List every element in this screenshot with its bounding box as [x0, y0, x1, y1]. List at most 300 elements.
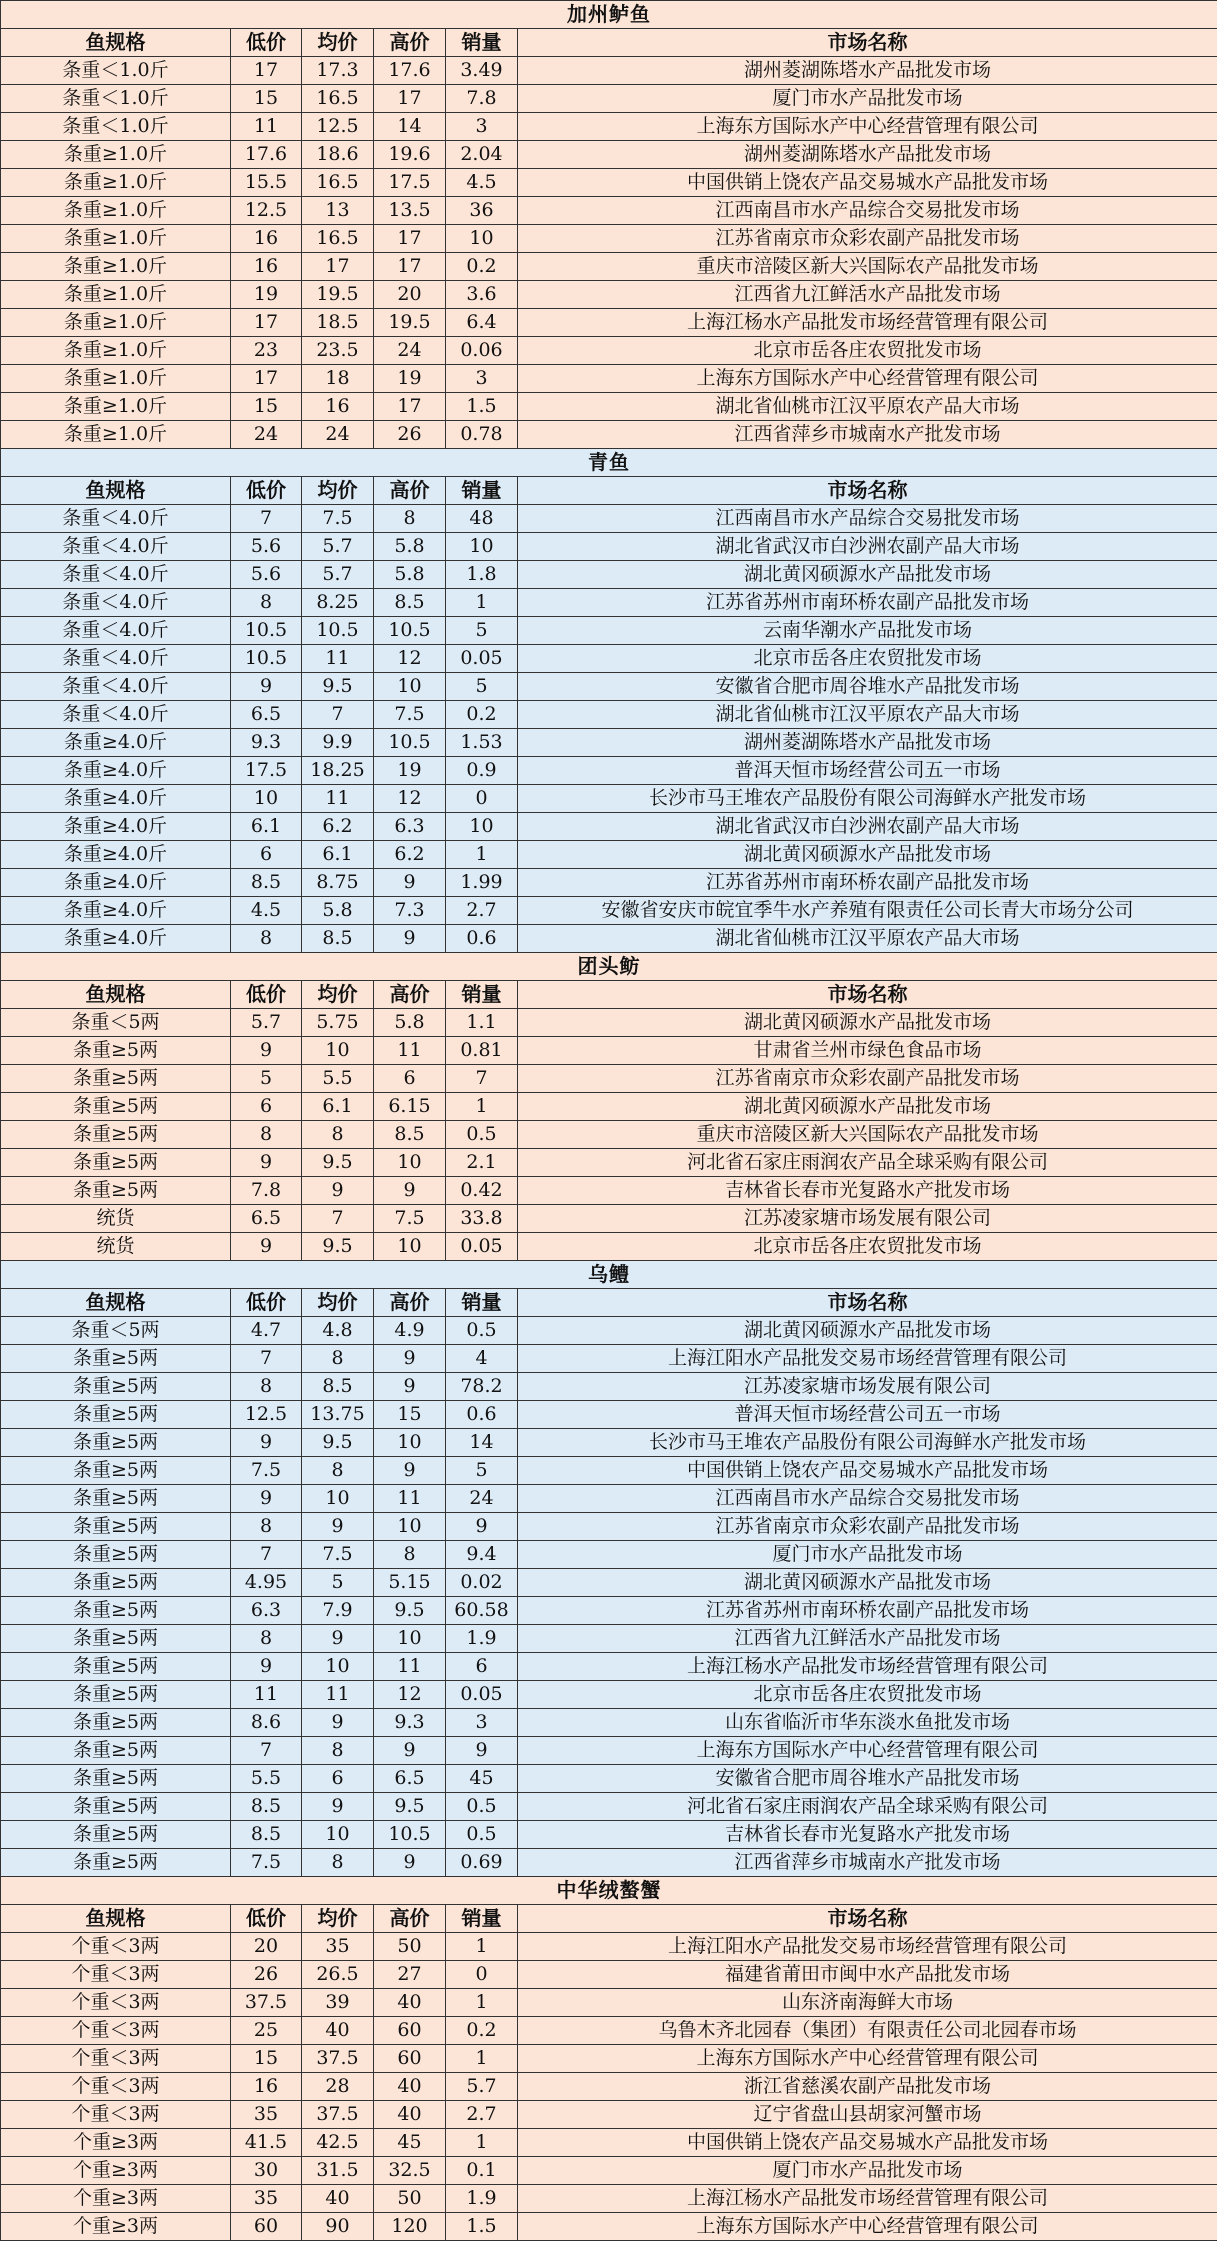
cell-spec: 条重≥5两: [1, 1373, 231, 1401]
cell-high-price: 12: [374, 645, 446, 673]
header-spec: 鱼规格: [1, 477, 231, 505]
cell-avg-price: 8: [302, 1345, 374, 1373]
cell-spec: 个重≥3两: [1, 2213, 231, 2241]
cell-avg-price: 19.5: [302, 281, 374, 309]
cell-volume: 14: [446, 1429, 518, 1457]
cell-avg-price: 7.5: [302, 505, 374, 533]
table-row: [1, 925, 1217, 953]
table-row: [1, 309, 1217, 337]
cell-high-price: 9.5: [374, 1793, 446, 1821]
cell-spec: 个重＜3两: [1, 2017, 231, 2045]
cell-spec: 条重≥4.0斤: [1, 869, 231, 897]
cell-avg-price: 8: [302, 1849, 374, 1877]
cell-low-price: 19: [231, 281, 302, 309]
cell-spec: 条重≥5两: [1, 1457, 231, 1485]
cell-market-name: 厦门市水产品批发市场: [518, 85, 1217, 113]
cell-volume: 0.05: [446, 645, 518, 673]
cell-spec: 条重＜4.0斤: [1, 673, 231, 701]
cell-market-name: 湖北省仙桃市江汉平原农产品大市场: [518, 393, 1217, 421]
table-row: [1, 1513, 1217, 1541]
cell-high-price: 32.5: [374, 2157, 446, 2185]
cell-volume: 24: [446, 1485, 518, 1513]
header-avg-price: 均价: [302, 1905, 374, 1933]
cell-avg-price: 11: [302, 1681, 374, 1709]
section-title: 加州鲈鱼: [1, 1, 1217, 29]
table-row: [1, 1485, 1217, 1513]
cell-market-name: 乌鲁木齐北园春（集团）有限责任公司北园春市场: [518, 2017, 1217, 2045]
cell-avg-price: 8: [302, 1457, 374, 1485]
cell-high-price: 12: [374, 785, 446, 813]
cell-spec: 条重≥4.0斤: [1, 785, 231, 813]
cell-volume: 9.4: [446, 1541, 518, 1569]
cell-market-name: 江苏省南京市众彩农副产品批发市场: [518, 225, 1217, 253]
cell-spec: 个重＜3两: [1, 1961, 231, 1989]
table-row: [1, 813, 1217, 841]
table-row: [1, 225, 1217, 253]
cell-market-name: 江苏省苏州市南环桥农副产品批发市场: [518, 869, 1217, 897]
cell-high-price: 6: [374, 1065, 446, 1093]
cell-volume: 1: [446, 589, 518, 617]
cell-market-name: 上海东方国际水产中心经营管理有限公司: [518, 1737, 1217, 1765]
table-row: [1, 757, 1217, 785]
cell-avg-price: 6.1: [302, 1093, 374, 1121]
cell-spec: 条重≥5两: [1, 1793, 231, 1821]
cell-avg-price: 17: [302, 253, 374, 281]
cell-spec: 个重＜3两: [1, 2045, 231, 2073]
cell-low-price: 5: [231, 1065, 302, 1093]
cell-market-name: 北京市岳各庄农贸批发市场: [518, 337, 1217, 365]
cell-avg-price: 9: [302, 1709, 374, 1737]
table-row: [1, 1989, 1217, 2017]
cell-volume: 1.5: [446, 2213, 518, 2241]
column-header-row: [1, 477, 1217, 505]
cell-low-price: 23: [231, 337, 302, 365]
cell-high-price: 11: [374, 1653, 446, 1681]
cell-volume: 0.2: [446, 2017, 518, 2045]
cell-spec: 个重＜3两: [1, 1933, 231, 1961]
cell-spec: 条重≥5两: [1, 1625, 231, 1653]
cell-volume: 1.1: [446, 1009, 518, 1037]
cell-low-price: 5.6: [231, 533, 302, 561]
header-high-price: 高价: [374, 981, 446, 1009]
cell-avg-price: 9.5: [302, 1149, 374, 1177]
cell-low-price: 35: [231, 2101, 302, 2129]
cell-avg-price: 16.5: [302, 85, 374, 113]
table-row: [1, 1681, 1217, 1709]
cell-market-name: 河北省石家庄雨润农产品全球采购有限公司: [518, 1793, 1217, 1821]
table-row: [1, 2157, 1217, 2185]
cell-avg-price: 13: [302, 197, 374, 225]
cell-volume: 10: [446, 813, 518, 841]
cell-spec: 个重≥3两: [1, 2185, 231, 2213]
cell-spec: 统货: [1, 1233, 231, 1261]
cell-market-name: 吉林省长春市光复路水产批发市场: [518, 1177, 1217, 1205]
cell-spec: 条重＜4.0斤: [1, 589, 231, 617]
cell-volume: 10: [446, 533, 518, 561]
cell-low-price: 8: [231, 1373, 302, 1401]
cell-volume: 2.7: [446, 897, 518, 925]
cell-high-price: 50: [374, 2185, 446, 2213]
header-low-price: 低价: [231, 981, 302, 1009]
cell-avg-price: 17.3: [302, 57, 374, 85]
cell-spec: 个重＜3两: [1, 2073, 231, 2101]
table-row: [1, 281, 1217, 309]
cell-market-name: 江苏省苏州市南环桥农副产品批发市场: [518, 589, 1217, 617]
cell-high-price: 5.8: [374, 1009, 446, 1037]
cell-low-price: 8: [231, 1513, 302, 1541]
cell-avg-price: 9: [302, 1625, 374, 1653]
cell-spec: 条重≥5两: [1, 1569, 231, 1597]
cell-low-price: 9: [231, 673, 302, 701]
cell-avg-price: 10.5: [302, 617, 374, 645]
cell-avg-price: 31.5: [302, 2157, 374, 2185]
cell-low-price: 16: [231, 225, 302, 253]
table-row: [1, 505, 1217, 533]
cell-high-price: 10.5: [374, 1821, 446, 1849]
cell-spec: 条重≥5两: [1, 1597, 231, 1625]
cell-avg-price: 35: [302, 1933, 374, 1961]
cell-volume: 0.6: [446, 925, 518, 953]
cell-avg-price: 5.7: [302, 533, 374, 561]
table-row: [1, 1233, 1217, 1261]
cell-high-price: 9: [374, 1373, 446, 1401]
cell-low-price: 7: [231, 1345, 302, 1373]
cell-market-name: 江西南昌市水产品综合交易批发市场: [518, 505, 1217, 533]
table-row: [1, 2073, 1217, 2101]
cell-low-price: 8: [231, 925, 302, 953]
cell-volume: 5: [446, 673, 518, 701]
table-row: [1, 1541, 1217, 1569]
cell-volume: 0.05: [446, 1681, 518, 1709]
table-row: [1, 2185, 1217, 2213]
cell-avg-price: 10: [302, 1037, 374, 1065]
cell-high-price: 10: [374, 673, 446, 701]
cell-avg-price: 28: [302, 2073, 374, 2101]
cell-low-price: 7: [231, 1737, 302, 1765]
cell-market-name: 湖北省仙桃市江汉平原农产品大市场: [518, 701, 1217, 729]
table-row: [1, 1093, 1217, 1121]
cell-spec: 条重≥5两: [1, 1177, 231, 1205]
table-row: [1, 1737, 1217, 1765]
header-volume: 销量: [446, 1905, 518, 1933]
table-row: [1, 1709, 1217, 1737]
price-table-body: [1, 1, 1217, 2241]
header-spec: 鱼规格: [1, 981, 231, 1009]
cell-avg-price: 7.5: [302, 1541, 374, 1569]
cell-low-price: 30: [231, 2157, 302, 2185]
cell-high-price: 5.8: [374, 533, 446, 561]
header-market-name: 市场名称: [518, 1289, 1217, 1317]
header-low-price: 低价: [231, 1289, 302, 1317]
cell-avg-price: 40: [302, 2185, 374, 2213]
header-avg-price: 均价: [302, 981, 374, 1009]
cell-high-price: 17: [374, 85, 446, 113]
cell-low-price: 7: [231, 1541, 302, 1569]
cell-low-price: 15.5: [231, 169, 302, 197]
table-row: [1, 1625, 1217, 1653]
cell-volume: 7: [446, 1065, 518, 1093]
cell-market-name: 湖北黄冈硕源水产品批发市场: [518, 1009, 1217, 1037]
cell-high-price: 9: [374, 869, 446, 897]
cell-low-price: 5.6: [231, 561, 302, 589]
cell-market-name: 浙江省慈溪农副产品批发市场: [518, 2073, 1217, 2101]
cell-volume: 0.5: [446, 1121, 518, 1149]
cell-market-name: 上海江阳水产品批发交易市场经营管理有限公司: [518, 1345, 1217, 1373]
cell-high-price: 7.5: [374, 1205, 446, 1233]
cell-avg-price: 8.5: [302, 925, 374, 953]
cell-high-price: 17: [374, 225, 446, 253]
header-spec: 鱼规格: [1, 1905, 231, 1933]
cell-spec: 条重≥1.0斤: [1, 253, 231, 281]
cell-spec: 条重＜4.0斤: [1, 561, 231, 589]
cell-spec: 条重≥5两: [1, 1401, 231, 1429]
cell-volume: 1: [446, 2129, 518, 2157]
cell-market-name: 上海江阳水产品批发交易市场经营管理有限公司: [518, 1933, 1217, 1961]
table-row: [1, 1317, 1217, 1345]
cell-avg-price: 42.5: [302, 2129, 374, 2157]
cell-high-price: 6.2: [374, 841, 446, 869]
table-row: [1, 421, 1217, 449]
cell-market-name: 湖北黄冈硕源水产品批发市场: [518, 841, 1217, 869]
cell-high-price: 40: [374, 2073, 446, 2101]
cell-low-price: 5.7: [231, 1009, 302, 1037]
header-spec: 鱼规格: [1, 1289, 231, 1317]
cell-avg-price: 8.5: [302, 1373, 374, 1401]
table-row: [1, 785, 1217, 813]
table-row: [1, 869, 1217, 897]
table-row: [1, 2213, 1217, 2241]
cell-low-price: 8: [231, 1121, 302, 1149]
cell-volume: 0.1: [446, 2157, 518, 2185]
cell-volume: 0.69: [446, 1849, 518, 1877]
cell-market-name: 上海东方国际水产中心经营管理有限公司: [518, 113, 1217, 141]
table-row: [1, 561, 1217, 589]
cell-spec: 条重≥5两: [1, 1541, 231, 1569]
cell-volume: 6.4: [446, 309, 518, 337]
column-header-row: [1, 981, 1217, 1009]
cell-low-price: 7: [231, 505, 302, 533]
cell-high-price: 6.5: [374, 1765, 446, 1793]
cell-market-name: 江西省九江鲜活水产品批发市场: [518, 1625, 1217, 1653]
cell-market-name: 长沙市马王堆农产品股份有限公司海鲜水产批发市场: [518, 1429, 1217, 1457]
cell-low-price: 10: [231, 785, 302, 813]
cell-avg-price: 5.7: [302, 561, 374, 589]
cell-avg-price: 10: [302, 1821, 374, 1849]
cell-low-price: 10.5: [231, 617, 302, 645]
cell-spec: 条重≥5两: [1, 1737, 231, 1765]
cell-market-name: 普洱天恒市场经营公司五一市场: [518, 757, 1217, 785]
table-row: [1, 2017, 1217, 2045]
cell-market-name: 江西南昌市水产品综合交易批发市场: [518, 1485, 1217, 1513]
table-row: [1, 1765, 1217, 1793]
cell-low-price: 15: [231, 85, 302, 113]
cell-avg-price: 16.5: [302, 225, 374, 253]
cell-high-price: 17.6: [374, 57, 446, 85]
cell-spec: 条重≥5两: [1, 1821, 231, 1849]
cell-market-name: 湖北黄冈硕源水产品批发市场: [518, 1317, 1217, 1345]
cell-high-price: 60: [374, 2045, 446, 2073]
cell-volume: 1.53: [446, 729, 518, 757]
cell-volume: 1.9: [446, 2185, 518, 2213]
cell-spec: 条重≥5两: [1, 1429, 231, 1457]
cell-high-price: 45: [374, 2129, 446, 2157]
cell-high-price: 50: [374, 1933, 446, 1961]
cell-high-price: 14: [374, 113, 446, 141]
cell-volume: 48: [446, 505, 518, 533]
table-row: [1, 1933, 1217, 1961]
cell-volume: 36: [446, 197, 518, 225]
cell-avg-price: 6.1: [302, 841, 374, 869]
cell-high-price: 9.5: [374, 1597, 446, 1625]
cell-spec: 个重＜3两: [1, 1989, 231, 2017]
table-row: [1, 365, 1217, 393]
table-row: [1, 2101, 1217, 2129]
cell-low-price: 7.5: [231, 1457, 302, 1485]
cell-low-price: 9: [231, 1485, 302, 1513]
cell-market-name: 安徽省安庆市皖宜季牛水产养殖有限责任公司长青大市场分公司: [518, 897, 1217, 925]
cell-spec: 条重≥5两: [1, 1065, 231, 1093]
cell-low-price: 16: [231, 253, 302, 281]
cell-market-name: 江苏省南京市众彩农副产品批发市场: [518, 1065, 1217, 1093]
cell-low-price: 25: [231, 2017, 302, 2045]
cell-low-price: 6.1: [231, 813, 302, 841]
cell-market-name: 湖州菱湖陈塔水产品批发市场: [518, 729, 1217, 757]
cell-volume: 3.49: [446, 57, 518, 85]
cell-avg-price: 9.5: [302, 673, 374, 701]
cell-spec: 个重≥3两: [1, 2129, 231, 2157]
cell-high-price: 10: [374, 1513, 446, 1541]
cell-high-price: 4.9: [374, 1317, 446, 1345]
cell-spec: 条重＜5两: [1, 1009, 231, 1037]
column-header-row: [1, 1289, 1217, 1317]
cell-high-price: 8: [374, 505, 446, 533]
cell-high-price: 9: [374, 1849, 446, 1877]
cell-market-name: 湖北省武汉市白沙洲农副产品大市场: [518, 533, 1217, 561]
section-title-row: [1, 1877, 1217, 1905]
column-header-row: [1, 1905, 1217, 1933]
cell-spec: 条重≥5两: [1, 1093, 231, 1121]
cell-market-name: 江苏省南京市众彩农副产品批发市场: [518, 1513, 1217, 1541]
table-row: [1, 729, 1217, 757]
table-row: [1, 1793, 1217, 1821]
table-row: [1, 1149, 1217, 1177]
cell-avg-price: 7: [302, 701, 374, 729]
cell-market-name: 重庆市涪陵区新大兴国际农产品批发市场: [518, 1121, 1217, 1149]
cell-market-name: 重庆市涪陵区新大兴国际农产品批发市场: [518, 253, 1217, 281]
cell-low-price: 11: [231, 1681, 302, 1709]
table-row: [1, 1009, 1217, 1037]
cell-volume: 0.5: [446, 1793, 518, 1821]
cell-market-name: 中国供销上饶农产品交易城水产品批发市场: [518, 169, 1217, 197]
cell-spec: 条重≥1.0斤: [1, 197, 231, 225]
cell-avg-price: 9: [302, 1177, 374, 1205]
cell-high-price: 10: [374, 1149, 446, 1177]
cell-volume: 0.42: [446, 1177, 518, 1205]
cell-spec: 条重≥5两: [1, 1653, 231, 1681]
cell-volume: 2.1: [446, 1149, 518, 1177]
cell-high-price: 13.5: [374, 197, 446, 225]
cell-low-price: 10.5: [231, 645, 302, 673]
header-market-name: 市场名称: [518, 981, 1217, 1009]
cell-low-price: 17.5: [231, 757, 302, 785]
cell-high-price: 19: [374, 757, 446, 785]
table-row: [1, 337, 1217, 365]
cell-volume: 0.2: [446, 253, 518, 281]
header-high-price: 高价: [374, 1905, 446, 1933]
cell-spec: 条重≥5两: [1, 1849, 231, 1877]
cell-market-name: 湖州菱湖陈塔水产品批发市场: [518, 57, 1217, 85]
cell-avg-price: 40: [302, 2017, 374, 2045]
table-row: [1, 113, 1217, 141]
cell-volume: 0.06: [446, 337, 518, 365]
cell-high-price: 9: [374, 925, 446, 953]
table-row: [1, 897, 1217, 925]
cell-high-price: 8.5: [374, 1121, 446, 1149]
cell-low-price: 5.5: [231, 1765, 302, 1793]
cell-spec: 个重≥3两: [1, 2157, 231, 2185]
cell-market-name: 安徽省合肥市周谷堆水产品批发市场: [518, 673, 1217, 701]
cell-low-price: 15: [231, 393, 302, 421]
cell-avg-price: 4.8: [302, 1317, 374, 1345]
cell-avg-price: 6.2: [302, 813, 374, 841]
cell-avg-price: 5.75: [302, 1009, 374, 1037]
cell-low-price: 16: [231, 2073, 302, 2101]
cell-volume: 3.6: [446, 281, 518, 309]
cell-volume: 7.8: [446, 85, 518, 113]
cell-high-price: 11: [374, 1037, 446, 1065]
cell-low-price: 41.5: [231, 2129, 302, 2157]
cell-high-price: 19: [374, 365, 446, 393]
cell-high-price: 10: [374, 1233, 446, 1261]
cell-high-price: 9: [374, 1345, 446, 1373]
cell-low-price: 17: [231, 365, 302, 393]
table-row: [1, 1065, 1217, 1093]
cell-spec: 条重≥5两: [1, 1121, 231, 1149]
cell-low-price: 20: [231, 1933, 302, 1961]
cell-volume: 1: [446, 1933, 518, 1961]
cell-low-price: 9: [231, 1149, 302, 1177]
table-row: [1, 673, 1217, 701]
cell-high-price: 7.5: [374, 701, 446, 729]
cell-spec: 条重≥5两: [1, 1681, 231, 1709]
cell-volume: 0.02: [446, 1569, 518, 1597]
cell-spec: 条重≥4.0斤: [1, 813, 231, 841]
cell-spec: 条重＜4.0斤: [1, 505, 231, 533]
cell-volume: 1.8: [446, 561, 518, 589]
cell-avg-price: 24: [302, 421, 374, 449]
cell-volume: 10: [446, 225, 518, 253]
cell-spec: 条重≥4.0斤: [1, 897, 231, 925]
cell-avg-price: 9: [302, 1513, 374, 1541]
cell-high-price: 17: [374, 393, 446, 421]
cell-spec: 条重≥1.0斤: [1, 225, 231, 253]
table-row: [1, 253, 1217, 281]
cell-high-price: 5.15: [374, 1569, 446, 1597]
cell-avg-price: 9.9: [302, 729, 374, 757]
cell-avg-price: 26.5: [302, 1961, 374, 1989]
cell-avg-price: 12.5: [302, 113, 374, 141]
cell-high-price: 19.6: [374, 141, 446, 169]
cell-avg-price: 18.6: [302, 141, 374, 169]
cell-avg-price: 8.25: [302, 589, 374, 617]
cell-spec: 条重＜4.0斤: [1, 645, 231, 673]
cell-market-name: 上海江杨水产品批发市场经营管理有限公司: [518, 309, 1217, 337]
cell-avg-price: 7: [302, 1205, 374, 1233]
cell-market-name: 湖北省仙桃市江汉平原农产品大市场: [518, 925, 1217, 953]
table-row: [1, 1569, 1217, 1597]
cell-spec: 条重≥5两: [1, 1037, 231, 1065]
cell-spec: 条重＜1.0斤: [1, 85, 231, 113]
